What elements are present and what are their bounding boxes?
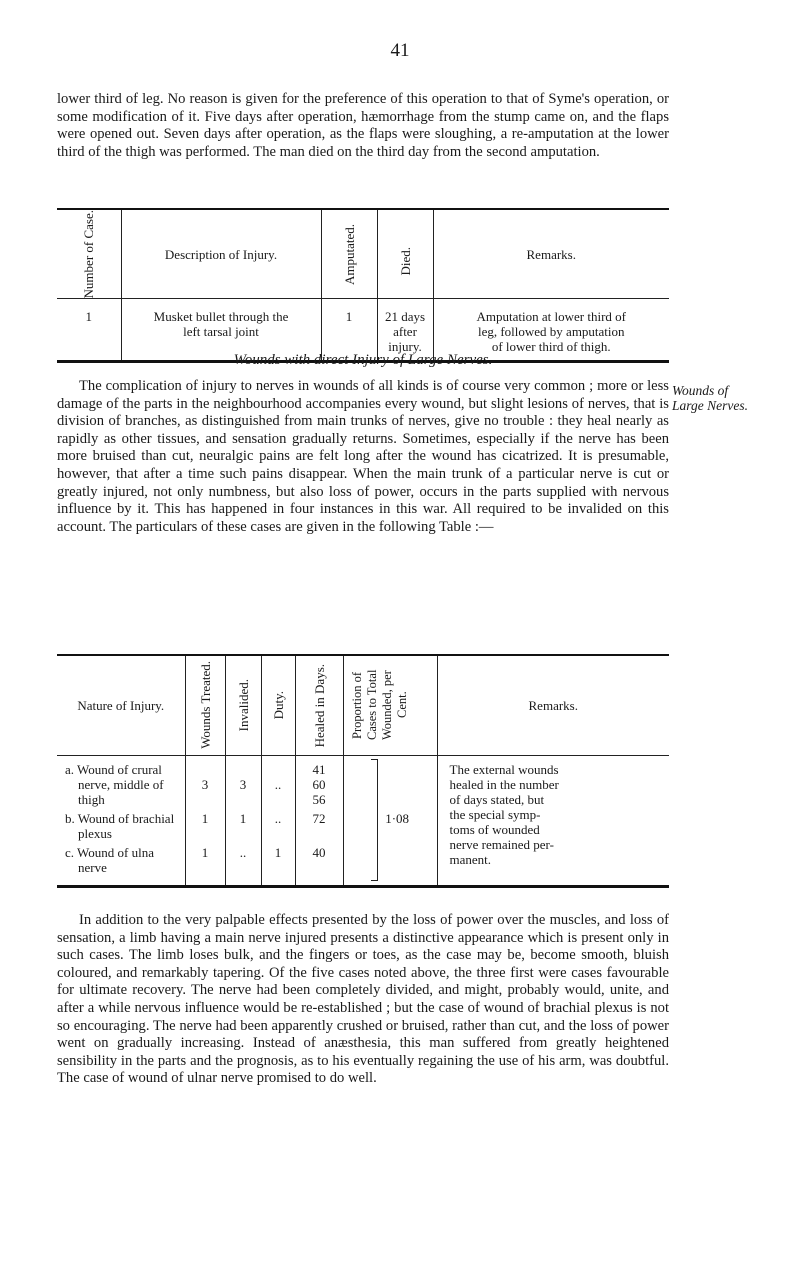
brace-icon — [371, 759, 378, 881]
section-heading: Wounds with direct Injury of Large Nerves. — [233, 352, 493, 368]
duty-value: .. — [261, 809, 295, 843]
side-note — [672, 384, 800, 413]
nature-cell — [57, 809, 185, 843]
final-text: In addition to the very palpable effects presented by the loss of power over the muscles, and loss of sensation, a limb having a main nerve injured presents a distinctive appearance which is present only in such cases. The limb loses bulk, and the fingers or toes, as the case may be, become smooth, bluish coloured, and remarkably tapering. Of the five cases noted above, the three first were cases favourable for ultimate recovery. The nerve had been completely divided, and might, probably would, unite, and after a while nervous influence would be re-established ; but the case of wound of brachial plexus is not so encouraging. The nerve had been apparently crushed or bruised, rather than cut, and the loss of power went on gradually increasing. Instead of anæsthesia, this man suffered from greatly heightened sensibility in the parts and the prognosis, as to his eventually regaining the use of his arm, was doubtful. The case of wound of ulnar nerve promised to do well. — [57, 912, 669, 1087]
remarks-line: of lower third of thigh. — [491, 339, 611, 355]
header-duty: Duty. — [270, 691, 286, 720]
invalided-value: .. — [225, 843, 261, 887]
side-note-line: Wounds of — [672, 383, 729, 398]
amputated-value: 1 — [321, 299, 377, 362]
header-number-of-case: Number of Case. — [81, 210, 97, 299]
invalided-value: 1 — [225, 809, 261, 843]
treated-value: 1 — [185, 809, 225, 843]
intro-text: lower third of leg. No reason is given for the preference of this operation to that of Syme's operation, or some modification of it. Five days after operation, hæmorrhage from the stump came on, and the flaps were opened out. Seven days after operation, as the flaps were sloughing, a re-amputation at the lower third of the thigh was performed. The man died on the third day from the second amputation. — [57, 91, 669, 160]
nature-line: thigh — [78, 791, 105, 807]
nerve-injury-table — [57, 654, 669, 888]
treated-value: 3 — [185, 755, 225, 809]
header-proportion: Proportion of Cases to Total Wounded, per Cent. — [350, 670, 409, 741]
header-remarks: Remarks. — [433, 209, 669, 299]
nature-cell — [57, 843, 185, 887]
healed-value: 40 — [295, 843, 343, 887]
nature-line: a. Wound of crural — [65, 761, 162, 777]
nature-line: plexus — [78, 825, 112, 841]
healed-value: 60 — [312, 776, 326, 792]
page-number: 41 — [390, 40, 410, 61]
healed-value: 72 — [295, 809, 343, 843]
section-text: The complication of injury to nerves in wounds of all kinds is of course very common ; more or less damage of the parts in the neighbourhood accompanies every wound, but slight lesions of nerves, that is division of branches, as distinguished from main trunks of nerves, give no trouble : they heal nearly as rapidly as other tissues, and sensation gradually returns. Sometimes, especially if the nerve has been more bruised than cut, neuralgic pains are felt long after the wound has cicatrized. It is presumable, however, that after a time such pains disappear. When the main trunk of a particular nerve is cut or greatly injured, not only numbness, but also loss of power, occurs in the parts supplied with nervous influence by it. This has happened in four instances in this war. All required to be invalided on this account. The particulars of these cases are given in the following Table :— — [57, 378, 669, 535]
header-amputated: Amputated. — [341, 223, 357, 285]
proportion-value: 1·08 — [385, 810, 410, 826]
final-paragraph — [57, 912, 669, 1088]
nature-line: nerve, middle of — [78, 776, 164, 792]
header-invalided: Invalided. — [235, 679, 251, 732]
healed-value: 56 — [312, 791, 326, 807]
treated-value: 1 — [185, 843, 225, 887]
died-line: 21 days — [384, 309, 426, 325]
remarks-cell — [437, 755, 669, 886]
description-line: Musket bullet through the — [153, 309, 289, 325]
remarks-line: Amputation at lower third of — [476, 309, 626, 325]
remarks-line: nerve remained per- — [449, 836, 554, 852]
remarks-line: of days stated, but — [449, 791, 545, 807]
nature-line: c. Wound of ulna — [65, 844, 154, 860]
died-line: injury. — [388, 339, 422, 355]
description-line: left tarsal joint — [183, 324, 259, 340]
proportion-cell — [343, 755, 437, 886]
remarks-line: toms of wounded — [449, 821, 540, 837]
invalided-value: 3 — [225, 755, 261, 809]
header-description: Description of Injury. — [121, 209, 321, 299]
section-paragraph — [57, 378, 669, 536]
side-note-line: Large Nerves. — [672, 397, 748, 413]
header-remarks: Remarks. — [437, 655, 669, 755]
case-number: 1 — [85, 309, 92, 325]
header-nature: Nature of Injury. — [57, 655, 185, 755]
header-healed: Healed in Days. — [311, 663, 327, 747]
intro-paragraph — [57, 91, 669, 161]
nature-line: b. Wound of brachial — [65, 810, 175, 826]
remarks-line: healed in the number — [449, 776, 559, 792]
remarks-line: the special symp- — [449, 806, 541, 822]
table-row — [57, 755, 669, 809]
remarks-line: The external wounds — [449, 761, 559, 777]
remarks-line: manent. — [449, 851, 492, 867]
amputation-table — [57, 208, 669, 363]
header-died: Died. — [397, 246, 413, 276]
remarks-line: leg, followed by amputation — [477, 324, 625, 340]
duty-value: 1 — [261, 843, 295, 887]
duty-value: .. — [261, 755, 295, 809]
header-wounds-treated: Wounds Treated. — [197, 661, 213, 750]
nature-cell — [57, 755, 185, 809]
died-line: after — [393, 324, 417, 340]
healed-value: 41 — [312, 761, 326, 777]
nature-line: nerve — [78, 859, 107, 875]
healed-cell — [295, 755, 343, 809]
